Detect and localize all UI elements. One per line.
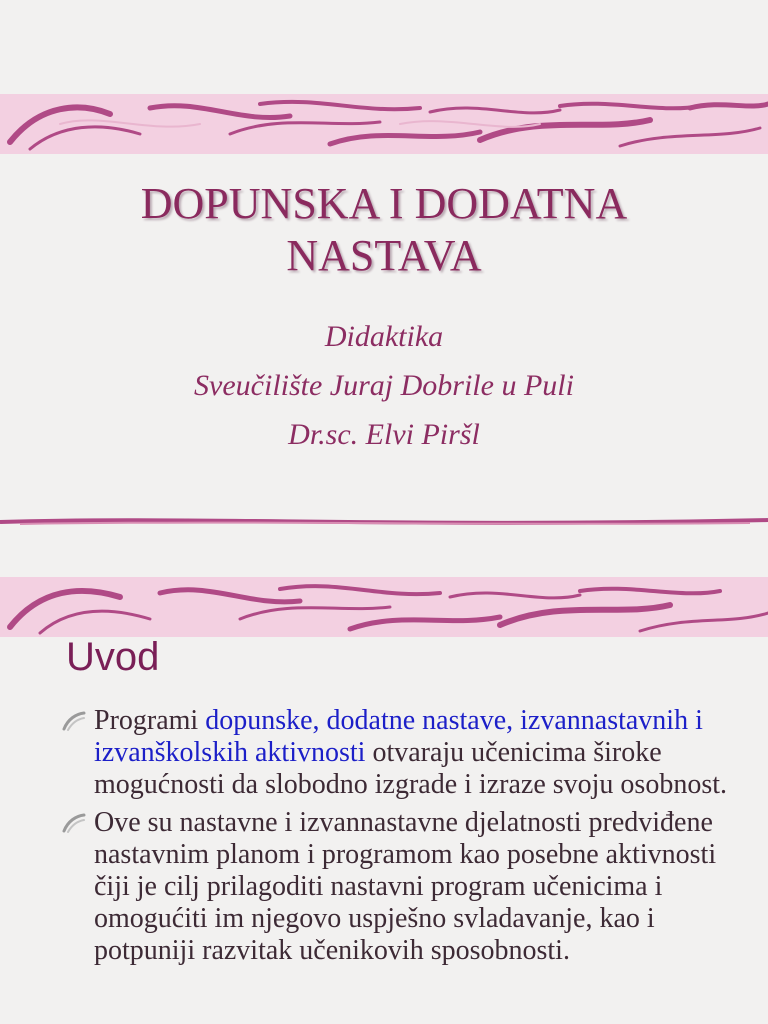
decorative-divider [0, 512, 768, 532]
list-item [0, 705, 768, 801]
slide-intro [0, 555, 768, 1024]
list-item [0, 807, 768, 967]
swirl-banner-icon [0, 94, 768, 154]
decorative-banner [0, 94, 768, 154]
subtitle-author: Dr.sc. Elvi Piršl [288, 418, 480, 451]
slide-heading: Uvod [66, 635, 160, 679]
bullet-highlight: dopunske, dodatne nastave, izvannastavnih i izvanškolskih aktivnosti [94, 705, 703, 768]
bullet-list [0, 705, 768, 973]
bullet-text-2: Ove su nastavne i izvannastavne djelatnosti predviđene nastavnim planom i programom kao posebne aktivnosti čiji je cilj prilagoditi nastavni program učenicima i omogućiti im njegovo uspješno svladavanje, kao i potpuniji razvitak učenikovih sposobnosti. [94, 807, 717, 966]
bullet-text-1b: otvaraju učenicima široke mogućnosti da slobodno izgrade i izraze svoju osobnost. [94, 737, 727, 800]
title-line-2: NASTAVA [286, 231, 482, 280]
bullet-swoosh-icon [62, 813, 86, 833]
subtitle-university: Sveučilište Juraj Dobrile u Puli [194, 369, 574, 402]
decorative-banner [0, 577, 768, 637]
subtitle-course: Didaktika [324, 320, 444, 353]
title-line-1: DOPUNSKA I DODATNA [140, 179, 628, 228]
bullet-text-1a: Programi [94, 705, 206, 736]
bullet-swoosh-icon [62, 711, 86, 731]
swirl-banner-icon [0, 577, 768, 637]
slide-title-text [0, 178, 768, 282]
